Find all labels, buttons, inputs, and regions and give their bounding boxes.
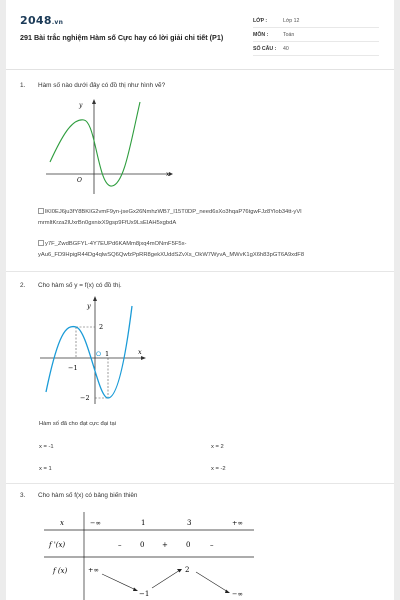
fprime-row-label: f '(x) bbox=[49, 541, 66, 549]
answer-image-2[interactable]: y7F_ZwdBGFYL-4Y7EUPd6KAMm8jxq4mONmF5F5x- bbox=[38, 240, 186, 249]
q1-graph bbox=[44, 96, 174, 196]
meta-label: MÔN : bbox=[253, 31, 269, 38]
origin-label: O bbox=[96, 351, 102, 358]
x-axis-arrow bbox=[169, 172, 173, 176]
f-value: −∞ bbox=[232, 590, 243, 598]
q2-curve bbox=[46, 306, 132, 398]
x-axis-arrow bbox=[141, 356, 146, 360]
arrow-head bbox=[177, 569, 182, 573]
tick-label: 2 bbox=[99, 323, 104, 331]
fprime-sign: 0 bbox=[186, 541, 191, 549]
f-value: −1 bbox=[139, 590, 150, 598]
question-number: 3. bbox=[20, 492, 26, 499]
question-text: Hàm số nào dưới đây có đồ thị như hình vẽ? bbox=[38, 82, 166, 89]
fprime-sign: 0 bbox=[140, 541, 145, 549]
choice-d[interactable]: x = -2 bbox=[211, 466, 226, 472]
question-number: 1. bbox=[20, 82, 26, 89]
tick-label: −2 bbox=[80, 394, 90, 402]
divider bbox=[6, 483, 394, 484]
divider bbox=[6, 271, 394, 272]
fprime-sign: – bbox=[210, 541, 214, 549]
x-value: −∞ bbox=[90, 519, 101, 527]
tick-label: 1 bbox=[105, 350, 110, 358]
choice-a[interactable]: x = -1 bbox=[39, 444, 54, 450]
broken-image-icon bbox=[38, 208, 44, 214]
meta-row-count bbox=[253, 42, 379, 56]
variation-table bbox=[44, 510, 254, 600]
fprime-sign: + bbox=[162, 541, 168, 549]
broken-image-icon bbox=[38, 240, 44, 246]
answer-image-1[interactable]: lKI0EJ6ju3fY8BKIG2vmF9yn-jseGx26NmhzWB7_I15T0DP_need6sXo3hqaP76tgwFJz8Ylob34tt-yVl bbox=[38, 208, 301, 217]
meta-value: Toán bbox=[283, 31, 295, 38]
meta-value: 40 bbox=[283, 45, 289, 52]
decrease-arrow bbox=[196, 572, 228, 592]
arrow-head bbox=[133, 588, 138, 592]
q2-graph bbox=[38, 294, 148, 406]
x-value: 1 bbox=[141, 519, 146, 527]
meta-row-class bbox=[253, 14, 379, 28]
f-row-label: f (x) bbox=[53, 567, 68, 575]
x-row-label: x bbox=[60, 519, 64, 527]
tick-label: −1 bbox=[68, 364, 78, 372]
answer-image-2-cont[interactable]: yAu6_FD9HpigR44Dg4qlwSQ6QwfzPpRR8gekXUddSZvXs_OkW7WyvA_MWvK1gX6h83pGT6A9xdF8 bbox=[38, 252, 305, 258]
answer-image-1-cont[interactable]: mrmltKrza2lUxrBn0gxnixX9gsp9FfUx9LsEIAH5xgbdA bbox=[38, 220, 177, 226]
meta-label: SỐ CÂU : bbox=[253, 45, 277, 52]
site-logo[interactable]: 2048.vn bbox=[20, 14, 64, 27]
document-title: 291 Bài trắc nghiệm Hàm số Cực hay có lời giải chi tiết (P1) bbox=[20, 33, 224, 42]
page bbox=[6, 0, 394, 600]
question-text: Cho hàm số y = f(x) có đồ thị. bbox=[38, 282, 122, 289]
document-header bbox=[6, 0, 394, 70]
q1-curve bbox=[50, 102, 140, 186]
increase-arrow bbox=[152, 570, 180, 588]
y-axis-arrow bbox=[92, 99, 96, 104]
x-value: 3 bbox=[187, 519, 192, 527]
question-prompt: Hàm số đã cho đạt cực đại tại bbox=[39, 421, 117, 427]
x-value: +∞ bbox=[232, 519, 243, 527]
choice-c[interactable]: x = 1 bbox=[39, 466, 52, 472]
x-axis-label: x bbox=[138, 348, 142, 356]
question-text: Cho hàm số f(x) có bảng biến thiên bbox=[38, 492, 138, 499]
decrease-arrow bbox=[102, 574, 136, 590]
f-value: 2 bbox=[185, 566, 190, 574]
y-axis-arrow bbox=[93, 296, 97, 301]
meta-row-subject bbox=[253, 28, 379, 42]
origin-label: O bbox=[77, 177, 82, 184]
f-value: +∞ bbox=[88, 566, 99, 574]
meta-value: Lớp 12 bbox=[283, 17, 300, 24]
y-axis-label: y bbox=[87, 302, 91, 310]
x-axis-label: x bbox=[166, 171, 170, 178]
y-axis-label: y bbox=[79, 102, 83, 109]
meta-label: LỚP : bbox=[253, 17, 268, 24]
fprime-sign: – bbox=[118, 541, 122, 549]
document-meta bbox=[253, 14, 379, 56]
question-number: 2. bbox=[20, 282, 26, 289]
arrow-head bbox=[225, 590, 230, 594]
choice-b[interactable]: x = 2 bbox=[211, 444, 224, 450]
